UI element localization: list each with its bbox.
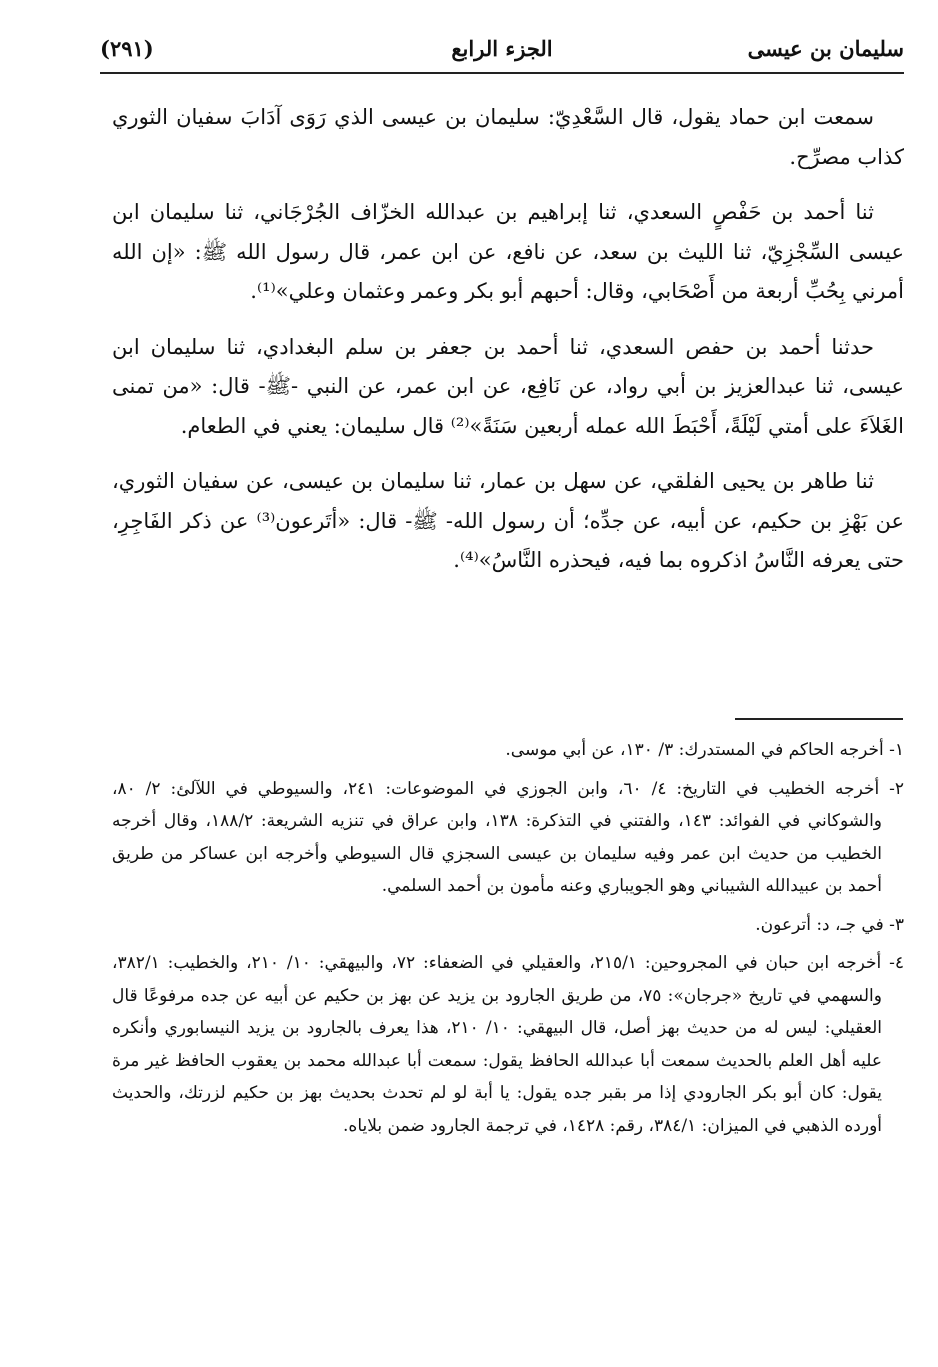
footnotes: [112, 734, 904, 1148]
paragraph: سمعت ابن حماد يقول، قال السَّعْدِيّ: سليمان بن عيسى الذي رَوَى آدَابَ سفيان الثوري كذاب مصرِّح.: [112, 105, 904, 169]
footnote: ٣- في جـ، د: أترعون.: [755, 914, 904, 935]
running-title: سليمان بن عيسى: [747, 36, 904, 61]
footnote: ٢- أخرجه الخطيب في التاريخ: ٤/ ٦٠، وابن الجوزي في الموضوعات: ٢٤١، والسيوطي في اللآلئ: ٢/ ٨٠، والشوكاني في الفوائد: ١٤٣، والفتني في التذكرة: ١٣٨، وابن عراق في تنزيه الشريعة: ١٨٨/٢، وقال أخرجه الخطيب من حديث ابن عمر وفيه سليمان بن عيسى السجزي قال السيوطي وأخرجه ابن عساكر من طريق أحمد بن عبيدالله الشيباني وهو الجويباري وعنه مأمون بن أحمد السلمي.: [112, 778, 904, 896]
part-title: الجزء الرابع: [451, 36, 553, 61]
paragraph: حدثنا أحمد بن حفص السعدي، ثنا أحمد بن جعفر بن سلم البغدادي، ثنا سليمان ابن عيسى، ثنا عبدالعزيز بن أبي رواد، عن نَافِع، عن ابن عمر، عن النبي -ﷺ- قال: «من تمنى الغَلاَءَ على أمتي لَيْلَةً، أَحْبَطَ الله عمله أربعين سَنَةً»⁽²⁾ قال سليمان: يعني في الطعام.: [112, 334, 904, 438]
header-divider: [100, 72, 904, 74]
footnote: ١- أخرجه الحاكم في المستدرك: ٣/ ١٣٠، عن أبي موسى.: [505, 740, 904, 760]
footnote: ٤- أخرجه ابن حبان في المجروحين: ٢١٥/١، والعقيلي في الضعفاء: ٧٢، والبيهقي: ١٠/ ٢١٠، والخطيب: ٣٨٢/١، والسهمي في تاريخ «جرجان»: ٧٥، من طريق الجارود بن يزيد عن بهز بن حكيم عن أبيه عن جده مرفوعًا قال العقيلي: ليس له من حديث بهز أصل، قال البيهقي: ١٠/ ٢١٠، هذا يعرف بالجارود بن يزيد النيسابوري وأنكره عليه أهل العلم بالحديث سمعت أبا عبدالله الحافظ يقول: سمعت أبا عبدالله محمد بن يعقوب الحافظ غير مرة يقول: كان أبو بكر الجارودي إذا مر بقبر جده يقول: يا أبة لو لم تحدث بحديث بهز بن حكيم لزرتك، والحديث أورده الذهبي في الميزان: ٣٨٤/١، رقم: ١٤٢٨، في ترجمة الجارود ضمن بلاياه.: [112, 953, 904, 1136]
page-number: (٢٩١): [100, 36, 154, 61]
footnote-divider: [735, 718, 903, 720]
main-text: [112, 98, 904, 597]
paragraph: ثنا طاهر بن يحيى الفلقي، عن سهل بن عمار، ثنا سليمان بن عيسى، عن سفيان الثوري، عن بَهْزِ بن حكيم، عن أبيه، عن جدِّه؛ أن رسول الله- ﷺ- قال: «أتَرعون⁽³⁾ عن ذكر الفَاجِرِ، حتى يعرفه النَّاسُ اذكروه بما فيه، فيحذره النَّاسُ»⁽⁴⁾.: [112, 469, 904, 572]
paragraph: ثنا أحمد بن حَفْصٍ السعدي، ثنا إبراهيم بن عبدالله الخزّاف الجُرْجَاني، ثنا سليمان ابن عيسى السِّجْزِيّ، ثنا الليث بن سعد، عن نافع، عن ابن عمر، قال رسول الله ﷺ: «إن الله أمرني بِحُبِّ أربعة من أَصْحَابي، وقال: أحبهم أبو بكر وعمر وعثمان وعلي»⁽¹⁾.: [112, 200, 904, 303]
page-header: [100, 30, 904, 70]
